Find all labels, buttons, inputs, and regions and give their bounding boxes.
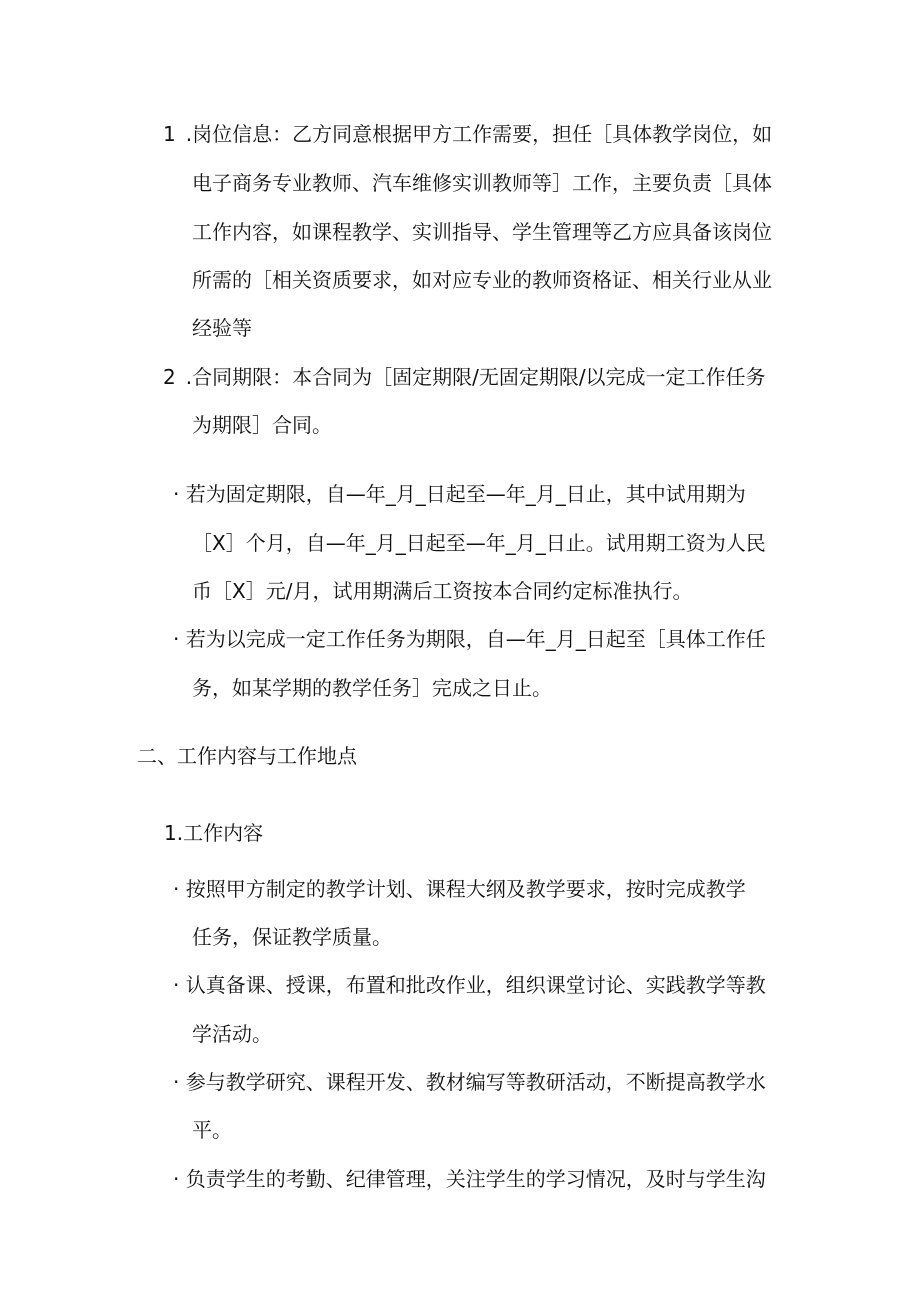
item1-line-2: 电子商务专业教师、汽车维修实训教师等］工作，主要负责［具体 bbox=[192, 171, 772, 195]
bullet-fixed-line-1: · 若为固定期限，自—年_月_日起至—年_月_日止，其中试用期为 bbox=[173, 482, 746, 506]
item2-line-1: 2 .合同期限：本合同为［固定期限/无固定期限/以完成一定工作任务 bbox=[163, 365, 766, 389]
section-2-title: 二、工作内容与工作地点 bbox=[137, 744, 357, 768]
bullet-fixed-line-3: 币［X］元/月，试用期满后工资按本合同约定标准执行。 bbox=[192, 579, 693, 603]
work-bullet-1-line-1: · 按照甲方制定的教学计划、课程大纲及教学要求，按时完成教学 bbox=[173, 877, 746, 901]
subsection-1-title: 1.工作内容 bbox=[164, 821, 264, 845]
item1-line-3: 工作内容，如课程教学、实训指导、学生管理等乙方应具备该岗位 bbox=[192, 220, 772, 244]
work-bullet-4-line-1: · 负责学生的考勤、纪律管理，关注学生的学习情况，及时与学生沟 bbox=[173, 1167, 766, 1191]
work-bullet-2-line-1: · 认真备课、授课，布置和批改作业，组织课堂讨论、实践教学等教 bbox=[173, 973, 766, 997]
work-bullet-3-line-2: 平。 bbox=[192, 1118, 232, 1142]
item2-line-2: 为期限］合同。 bbox=[192, 413, 332, 437]
item1-line-5: 经验等 bbox=[192, 316, 252, 340]
work-bullet-1-line-2: 任务，保证教学质量。 bbox=[192, 925, 392, 949]
item1-line-1: 1 .岗位信息：乙方同意根据甲方工作需要，担任［具体教学岗位，如 bbox=[163, 122, 773, 146]
bullet-task-line-2: 务，如某学期的教学任务］完成之日止。 bbox=[192, 676, 552, 700]
bullet-fixed-line-2: ［X］个月，自—年_月_日起至—年_月_日止。试用期工资为人民 bbox=[192, 531, 766, 555]
item1-line-4: 所需的［相关资质要求，如对应专业的教师资格证、相关行业从业 bbox=[192, 268, 772, 292]
work-bullet-2-line-2: 学活动。 bbox=[192, 1022, 272, 1046]
work-bullet-3-line-1: · 参与教学研究、课程开发、教材编写等教研活动，不断提高教学水 bbox=[173, 1070, 766, 1094]
bullet-task-line-1: · 若为以完成一定工作任务为期限，自—年_月_日起至［具体工作任 bbox=[173, 627, 766, 651]
